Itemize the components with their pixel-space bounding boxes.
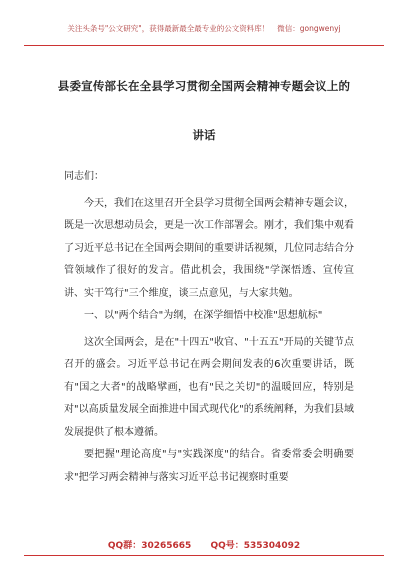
paragraph-body-2: 要把握"理论高度"与"实践深度"的结合。省委常委会明确要求"把学习两会精神与落实习近平总书记视察时重要 [64, 449, 354, 483]
banner-left-text: 关注头条号"公文研究"，获得最新最全最专业的公文资料库！ [67, 24, 270, 33]
qq-group-text: QQ群：30265665 [107, 541, 192, 551]
document-title: 县委宣传部长在全县学习贯彻全国两会精神专题会议上的 [57, 79, 351, 93]
banner-wechat-text: 微信：gongwenyj [277, 24, 341, 33]
document-body [64, 166, 354, 489]
section-heading-1: 一、以"两个结合"为纲，在深学细悟中校准"思想航标" [84, 310, 323, 321]
paragraph-intro: 今天，我们在这里召开全县学习贯彻全国两会精神专题会议，既是一次思想动员会，更是一次工作部署会。刚才，我们集中观看了习近平总书记在全国两会期间的重要讲话视频，几位同志结合分管领域作了很好的发言。借此机会，我围绕"学深悟透、宣传宣讲、实干笃行"三个维度，谈三点意见，与大家共勉。 [64, 197, 354, 299]
header-divider [24, 45, 384, 46]
document-subtitle: 讲话 [192, 128, 216, 142]
promo-banner [0, 14, 408, 44]
greeting: 同志们： [64, 171, 104, 182]
footer-divider [24, 555, 384, 556]
qq-number-text: QQ号：535304092 [210, 541, 301, 551]
contact-footer [0, 538, 408, 552]
paragraph-body-1: 这次全国两会，是在"十四五"收官、"十五五"开局的关键节点召开的盛会。习近平总书记在两会期间发表的6次重要讲话，既有"国之大者"的战略擘画，也有"民之关切"的温暖回应，特别是对"以高质量发展全面推进中国式现代化"的系统阐释，为我们县域发展提供了根本遵循。 [64, 336, 354, 438]
